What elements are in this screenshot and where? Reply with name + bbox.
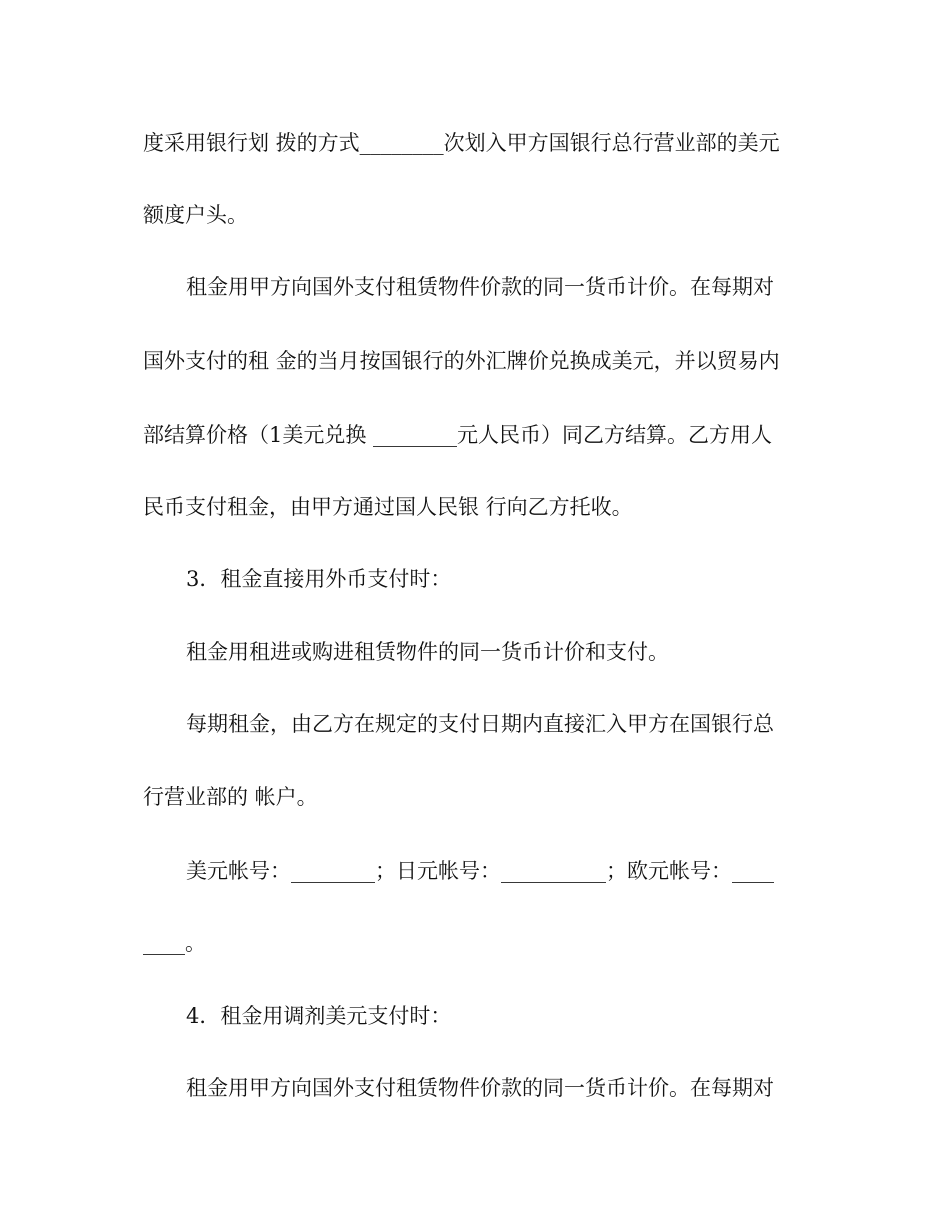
paragraph-line: 租金用甲方向国外支付租赁物件价款的同一货币计价。在每期对 [186, 275, 774, 299]
paragraph-line: 租金用租进或购进租赁物件的同一货币计价和支付。 [186, 640, 669, 664]
paragraph-line: 部结算价格（1美元兑换 ________元人民币）同乙方结算。乙方用人 [143, 423, 773, 447]
paragraph-line: 度采用银行划 拨的方式________次划入甲方国银行总行营业部的美元 [143, 131, 780, 155]
paragraph-line: 民币支付租金，由甲方通过国人民银 行向乙方托收。 [143, 495, 633, 519]
paragraph-line: 行营业部的 帐户。 [143, 785, 318, 809]
paragraph-line: 每期租金，由乙方在规定的支付日期内直接汇入甲方在国银行总 [186, 712, 774, 736]
paragraph-line: 国外支付的租 金的当月按国银行的外汇牌价兑换成美元，并以贸易内 [143, 349, 780, 373]
section-heading: 3．租金直接用外币支付时： [186, 567, 452, 591]
section-heading: 4．租金用调剂美元支付时： [186, 1004, 452, 1028]
paragraph-line: ____。 [143, 931, 206, 955]
paragraph-line: 额度户头。 [143, 203, 248, 227]
paragraph-line: 美元帐号：________；日元帐号：__________；欧元帐号：____ [186, 859, 774, 883]
paragraph-line: 租金用甲方向国外支付租赁物件价款的同一货币计价。在每期对 [186, 1076, 774, 1100]
